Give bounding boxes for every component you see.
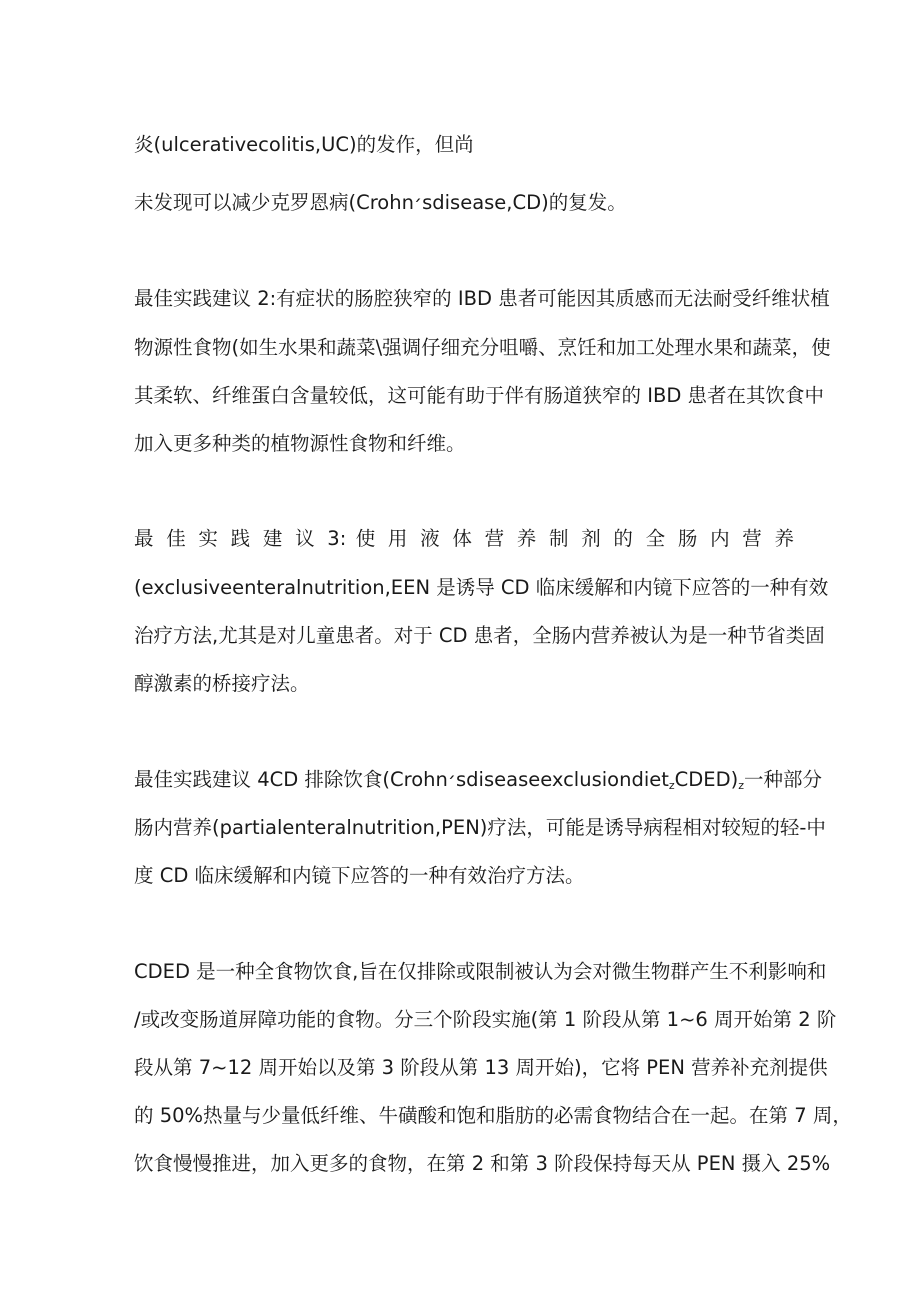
text-line: /或改变肠道屏障功能的食物。分三个阶段实施(第 1 阶段从第 1~6 周开始第 2 阶 (134, 1008, 837, 1031)
text-line: (exclusiveenteralnutrition,EEN 是诱导 CD 临床缓解和内镜下应答的一种有效 (134, 576, 829, 599)
text-line: 炎(ulcerativecolitis,UC)的发作，但尚 (134, 133, 474, 156)
text-line (134, 768, 823, 798)
subscript-mark: z (738, 779, 745, 792)
text-segment: 一种部分 (744, 768, 823, 791)
text-line: 醇激素的桥接疗法。 (134, 672, 310, 695)
text-segment: 最佳实践建议 4CD 排除饮食(Crohn׳sdiseaseexclusiondiet (134, 768, 669, 791)
text-line: 物源性食物(如生水果和蔬菜\强调仔细充分咀嚼、烹饪和加工处理水果和蔬菜，使 (134, 336, 831, 359)
subscript-mark: z (668, 779, 675, 792)
text-line: 的 50%热量与少量低纤维、牛磺酸和饱和脂肪的必需食物结合在一起。在第 7 周， (134, 1104, 852, 1127)
text-line: 治疗方法,尤其是对儿童患者。对于 CD 患者，全肠内营养被认为是一种节省类固 (134, 624, 825, 647)
text-line: CDED 是一种全食物饮食,旨在仅排除或限制被认为会对微生物群产生不利影响和 (134, 960, 827, 983)
text-line: 度 CD 临床缓解和内镜下应答的一种有效治疗方法。 (134, 864, 585, 887)
text-line: 未发现可以减少克罗恩病(Crohn׳sdisease,CD)的复发。 (134, 191, 627, 214)
text-segment: CDED) (674, 768, 739, 791)
text-line: 其柔软、纤维蛋白含量较低，这可能有助于伴有肠道狭窄的 IBD 患者在其饮食中 (134, 384, 825, 407)
text-line: 加入更多种类的植物源性食物和纤维。 (134, 432, 466, 455)
text-line: 肠内营养(partialenteralnutrition,PEN)疗法，可能是诱导病程相对较短的轻-中 (134, 816, 826, 839)
text-line: 最佳实践建议 2:有症状的肠腔狭窄的 IBD 患者可能因其质感而无法耐受纤维状植 (134, 287, 830, 310)
text-line: 饮食慢慢推进，加入更多的食物，在第 2 和第 3 阶段保持每天从 PEN 摄入 25% (134, 1152, 831, 1175)
text-line: 段从第 7~12 周开始以及第 3 阶段从第 13 周开始)，它将 PEN 营养补充剂提供 (134, 1056, 828, 1079)
text-line: 最 佳 实 践 建 议 3: 使 用 液 体 营 养 制 剂 的 全 肠 内 营 养 (134, 527, 794, 550)
